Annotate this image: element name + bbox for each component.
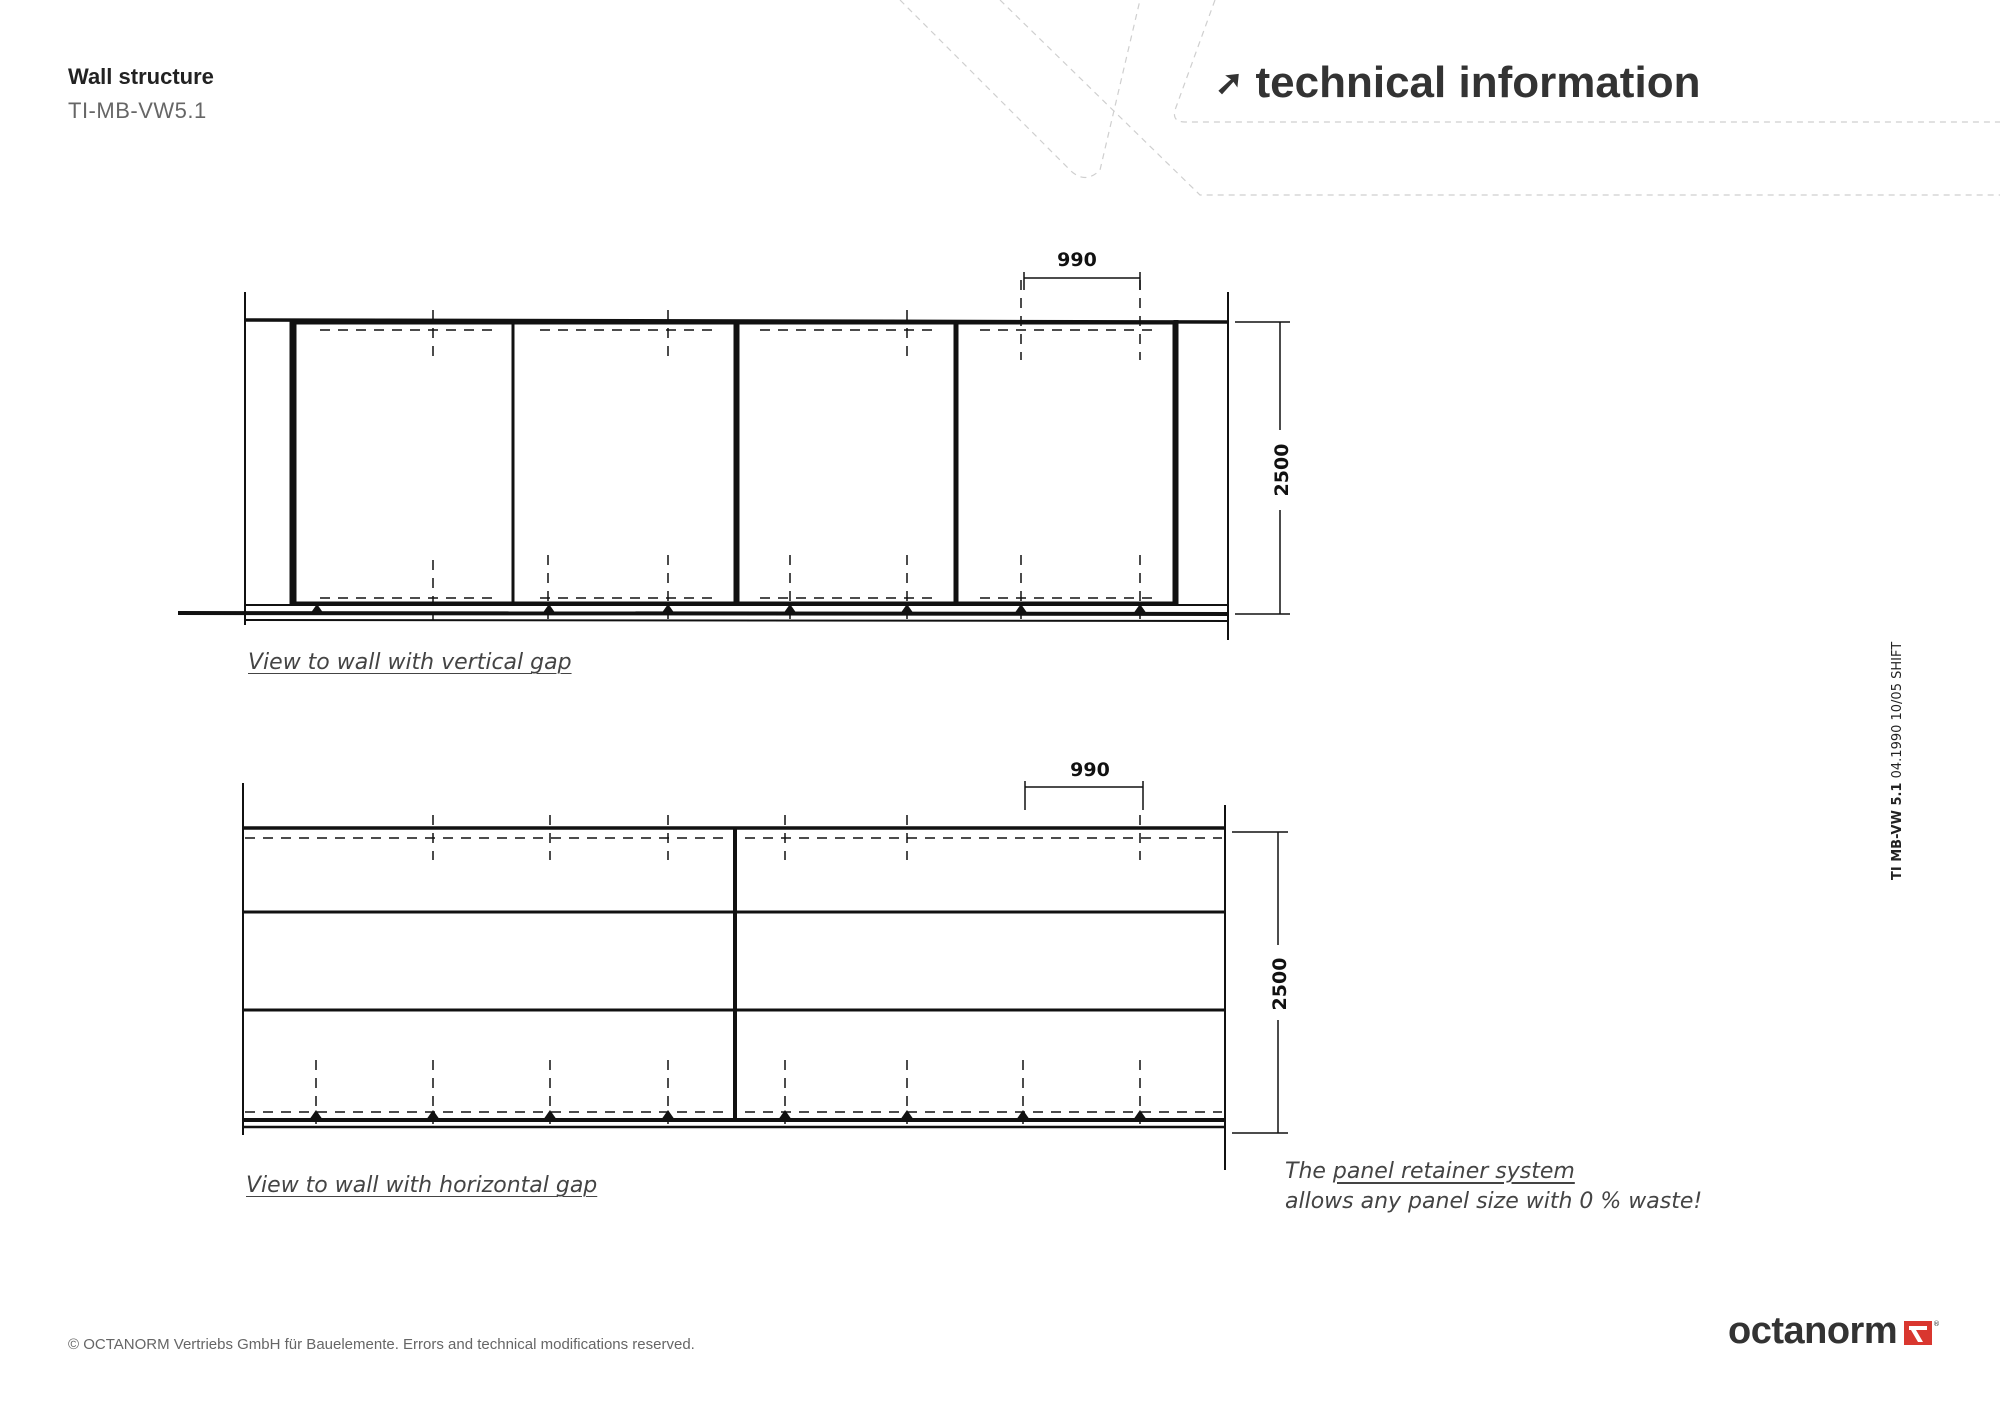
document-code: TI-MB-VW5.1 [68, 98, 207, 123]
panel-retainer-link[interactable]: panel retainer system [1332, 1159, 1575, 1184]
dimension-height-label: 2500 [1269, 957, 1291, 1011]
wall-drawing-horizontal-gap [170, 755, 1320, 1175]
note-line-2: allows any panel size with 0 % waste! [1285, 1189, 1703, 1214]
logo-text: octanorm [1728, 1310, 1898, 1352]
side-label-rest: 04.1990 10/05 SHIFT [1890, 641, 1905, 779]
svg-text:®: ® [1933, 1319, 1941, 1328]
octanorm-logo [1728, 1310, 1941, 1353]
dimension-width-label: 990 [1057, 249, 1097, 271]
caption-horizontal-gap: View to wall with horizontal gap [246, 1173, 598, 1198]
dimension-height-label: 2500 [1271, 443, 1293, 497]
side-document-label [1890, 642, 1905, 880]
document-title: Wall structure [68, 64, 214, 89]
note-line-1 [1285, 1157, 1702, 1187]
panel-retainer-note [1285, 1157, 1702, 1217]
note-prefix: The [1285, 1159, 1333, 1184]
dimension-width-label: 990 [1070, 759, 1110, 781]
footer-copyright: © OCTANORM Vertriebs GmbH für Bauelemente. Errors and technical modifications reserved. [68, 1336, 695, 1353]
arrow-up-right-icon: ➚ [1215, 64, 1244, 102]
wall-drawing-vertical-gap [170, 245, 1320, 645]
section-header [1215, 58, 1700, 108]
caption-vertical-gap: View to wall with vertical gap [248, 650, 572, 675]
side-label-code: TI MB-VW 5.1 [1890, 782, 1905, 880]
section-title: technical information [1255, 58, 1701, 107]
logo-mark-icon [1903, 1318, 1941, 1346]
